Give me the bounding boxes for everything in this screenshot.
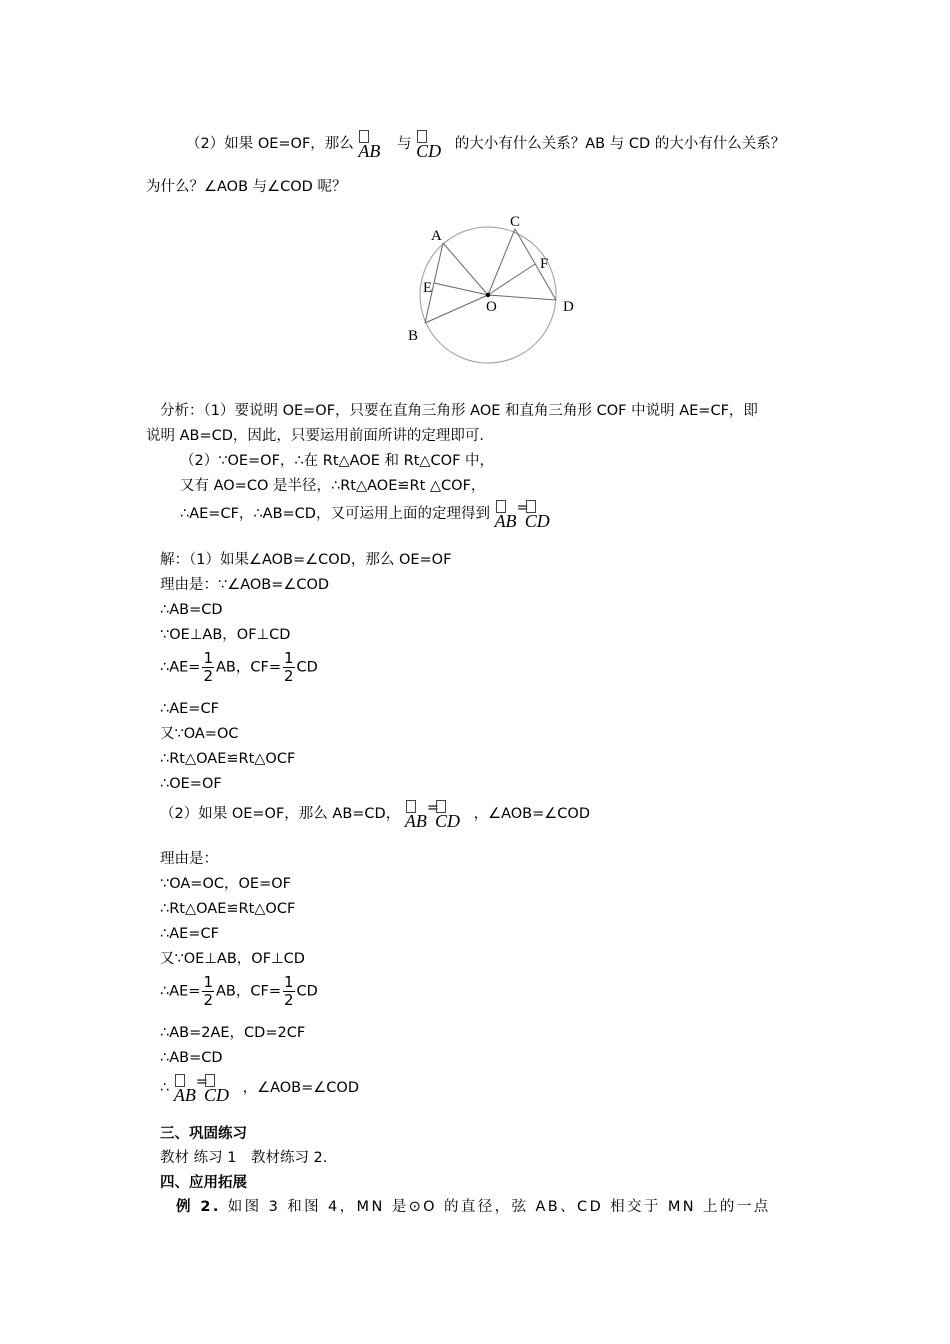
solution-line-19 xyxy=(160,1076,359,1106)
solution-line-3: ∴AB=CD xyxy=(160,602,223,618)
solution-line-2: 理由是：∵∠AOB=∠COD xyxy=(160,577,330,593)
analysis-line-4: 又有 AO=CO 是半径，∴Rt△AOE≌Rt △COF， xyxy=(180,478,486,494)
analysis-line-5 xyxy=(180,502,559,532)
solution-line-15: 又∵OE⊥AB，OF⊥CD xyxy=(160,951,305,967)
arc-ab-symbol: AB xyxy=(405,802,439,832)
solution-line-12: ∵OA=OC，OE=OF xyxy=(160,876,291,892)
solution-line-8: ∴Rt△OAE≌Rt△OCF xyxy=(160,751,296,767)
analysis-line-2: 说明 AB=CD，因此，只要运用前面所讲的定理即可. xyxy=(146,428,485,444)
label-a: A xyxy=(431,228,442,244)
arc-ab-symbol: AB xyxy=(358,132,392,162)
solution-text-10a: （2）如果 OE=OF，那么 AB=CD， xyxy=(160,806,401,822)
solution-text-5c: CD xyxy=(296,659,318,676)
solution-line-11: 理由是： xyxy=(160,851,218,867)
arc-cd-symbol: CD xyxy=(435,802,469,832)
arc-cd-symbol: CD xyxy=(525,502,559,532)
arc-cd-symbol: CD xyxy=(416,132,450,162)
solution-line-7: 又∵OA=OC xyxy=(160,726,239,742)
fraction-half: $\frac{1}{2}$ xyxy=(284,649,294,685)
analysis-line-1: 分析：（1）要说明 OE=OF，只要在直角三角形 AOE 和直角三角形 COF 中说明 AE=CF，即 xyxy=(160,403,758,419)
arc-ab-symbol: AB xyxy=(495,502,529,532)
label-e: E xyxy=(423,280,433,296)
label-c: C xyxy=(510,214,521,230)
solution-text-16c: CD xyxy=(296,983,318,1000)
radius-oc xyxy=(488,229,515,295)
segment-of xyxy=(488,264,535,295)
segment-oe xyxy=(434,283,488,295)
radius-oa xyxy=(443,243,488,295)
solution-text-16b: AB，CF= xyxy=(216,983,281,1000)
fraction-half: $\frac{1}{2}$ xyxy=(203,649,214,685)
example-2-text: 如图 3 和图 4，MN 是⊙O 的直径，弦 AB、CD 相交于 MN 上的一点 xyxy=(227,1199,771,1215)
circle-figure xyxy=(400,210,590,390)
solution-line-14: ∴AE=CF xyxy=(160,926,219,942)
solution-text-16a: ∴AE= xyxy=(160,983,201,1000)
solution-line-6: ∴AE=CF xyxy=(160,701,219,717)
arc-cd-symbol: CD xyxy=(204,1076,238,1106)
question-text-1: （2）如果 OE=OF，那么 xyxy=(186,136,354,152)
example-2-label: 例 2. xyxy=(176,1199,221,1215)
equals-sign: = xyxy=(426,800,439,816)
radius-od xyxy=(488,295,556,300)
solution-text-19b: ，∠AOB=∠COD xyxy=(242,1080,359,1096)
question-text-2: 的大小有什么关系？AB 与 CD 的大小有什么关系？ xyxy=(454,136,786,152)
radius-ob xyxy=(425,295,488,323)
label-f: F xyxy=(540,256,549,272)
solution-text-10b: ，∠AOB=∠COD xyxy=(473,806,590,822)
section-3-title: 三、巩固练习 xyxy=(160,1126,247,1142)
solution-line-17: ∴AB=2AE，CD=2CF xyxy=(160,1025,306,1041)
chord-cd xyxy=(515,229,556,300)
equals-sign: = xyxy=(195,1074,208,1090)
question-line-1 xyxy=(186,132,785,162)
example-2-line xyxy=(176,1198,806,1216)
arc-ab-symbol: AB xyxy=(174,1076,208,1106)
section-3-body: 教材 练习 1 教材练习 2. xyxy=(160,1150,328,1166)
solution-text-5b: AB，CF= xyxy=(216,659,281,676)
question-and: 与 xyxy=(397,136,412,152)
fraction-half: $\frac{1}{2}$ xyxy=(284,973,294,1009)
question-line-2: 为什么？∠AOB 与∠COD 呢？ xyxy=(146,179,347,195)
label-b: B xyxy=(408,328,419,344)
analysis-line-3: （2）∵OE=OF，∴在 Rt△AOE 和 Rt△COF 中， xyxy=(180,453,495,469)
equals-sign: = xyxy=(516,500,529,516)
solution-text-5a: ∴AE= xyxy=(160,659,201,676)
center-point xyxy=(486,293,490,297)
solution-line-1: 解：（1）如果∠AOB=∠COD，那么 OE=OF xyxy=(160,552,452,568)
solution-line-10 xyxy=(160,802,590,832)
solution-line-16 xyxy=(160,974,318,1009)
solution-line-9: ∴OE=OF xyxy=(160,776,222,792)
solution-line-4: ∵OE⊥AB，OF⊥CD xyxy=(160,627,291,643)
section-4-title: 四、应用拓展 xyxy=(160,1175,247,1191)
label-o: O xyxy=(486,299,497,315)
solution-text-19a: ∴ xyxy=(160,1080,170,1096)
fraction-half: $\frac{1}{2}$ xyxy=(203,973,214,1009)
analysis-text-5: ∴AE=CF，∴AB=CD，又可运用上面的定理得到 xyxy=(180,506,490,522)
solution-line-18: ∴AB=CD xyxy=(160,1050,223,1066)
solution-line-13: ∴Rt△OAE≌Rt△OCF xyxy=(160,901,296,917)
label-d: D xyxy=(563,299,574,315)
solution-line-5 xyxy=(160,650,318,685)
